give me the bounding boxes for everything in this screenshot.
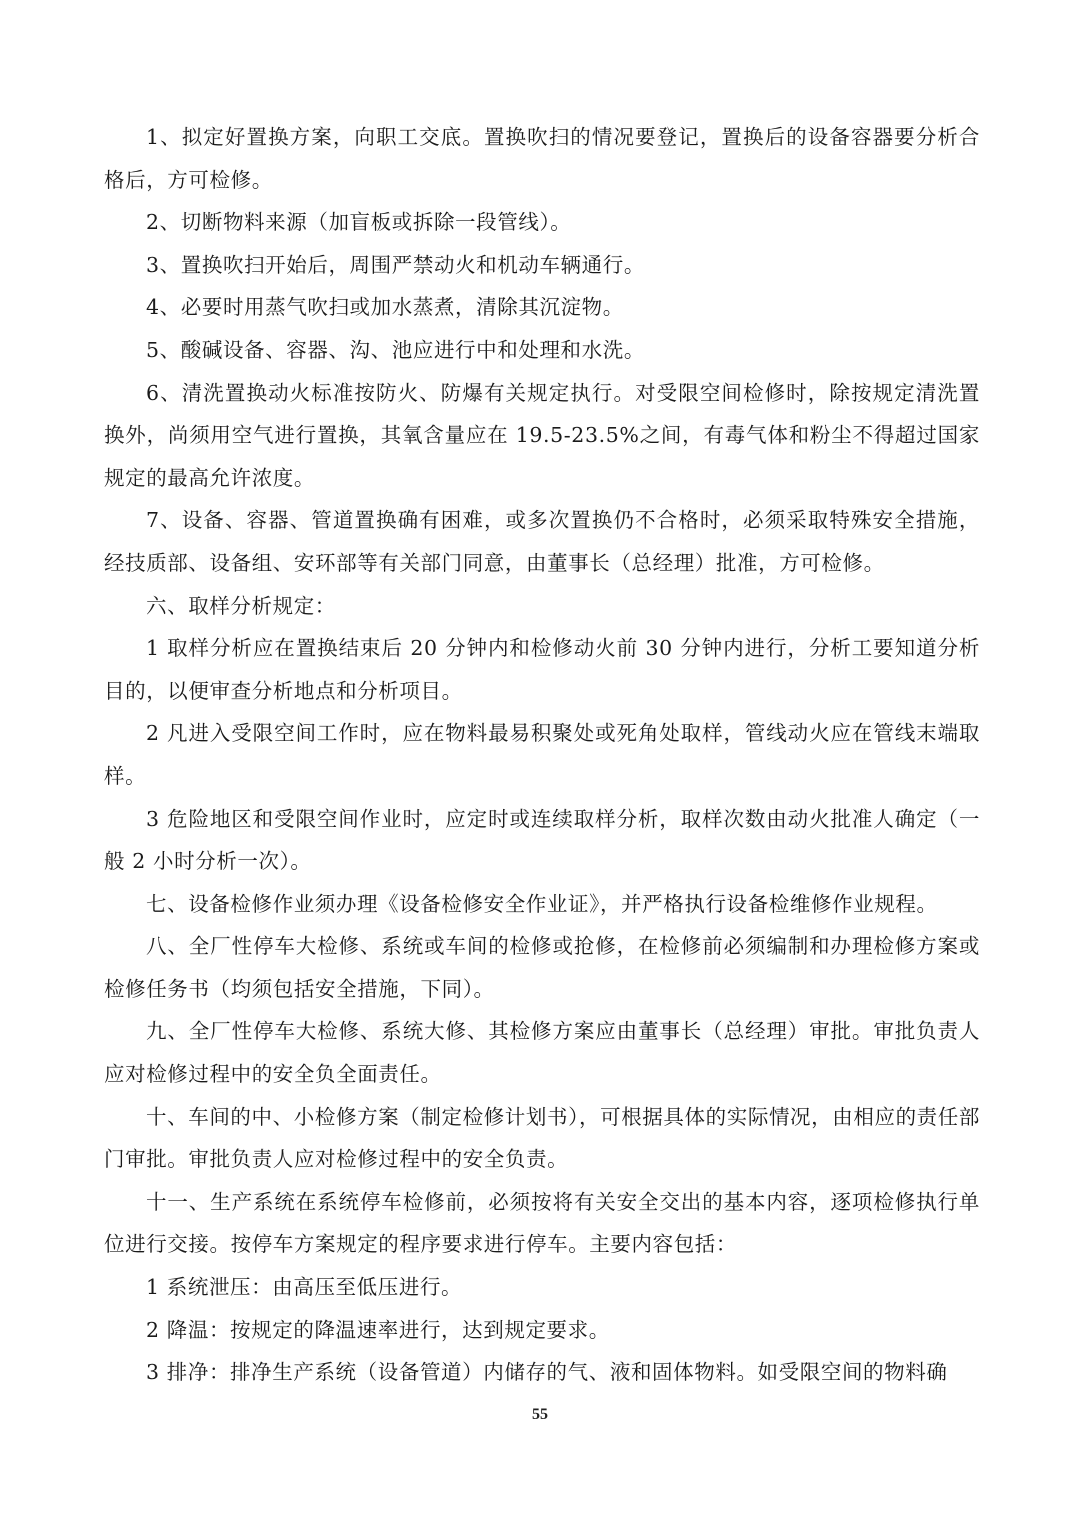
paragraph-7: 7、设备、容器、管道置换确有困难，或多次置换仍不合格时，必须采取特殊安全措施，经技质部、设备组、安环部等有关部门同意，由董事长（总经理）批准，方可检修。 — [104, 508, 980, 575]
paragraph-1: 1、拟定好置换方案，向职工交底。置换吹扫的情况要登记，置换后的设备容器要分析合格后，方可检修。 — [104, 125, 980, 192]
paragraph-sampling-1: 1 取样分析应在置换结束后 20 分钟内和检修动火前 30 分钟内进行，分析工要知道分析目的，以便审查分析地点和分析项目。 — [104, 636, 980, 703]
item-cooling: 2 降温：按规定的降温速率进行，达到规定要求。 — [146, 1317, 610, 1342]
page-number: 55 — [532, 1406, 548, 1423]
item-pressure-release: 1 系统泄压：由高压至低压进行。 — [146, 1275, 463, 1300]
paragraph-6: 6、清洗置换动火标准按防火、防爆有关规定执行。对受限空间检修时，除按规定清洗置换外，尚须用空气进行置换，其氧含量应在 19.5-23.5%之间，有毒气体和粉尘不得超过国家规定的最高允许浓度。 — [104, 380, 980, 490]
section-11-paragraph: 十一、生产系统在系统停车检修前，必须按将有关安全交出的基本内容，逐项检修执行单位进行交接。按停车方案规定的程序要求进行停车。主要内容包括： — [104, 1189, 980, 1257]
section-9-paragraph: 九、全厂性停车大检修、系统大修、其检修方案应由董事长（总经理）审批。审批负责人应对检修过程中的安全负全面责任。 — [104, 1019, 980, 1087]
paragraph-sampling-3: 3 危险地区和受限空间作业时，应定时或连续取样分析，取样次数由动火批准人确定（一般 2 小时分析一次）。 — [104, 806, 980, 874]
item-drain: 3 排净：排净生产系统（设备管道）内储存的气、液和固体物料。如受限空间的物料确 — [146, 1360, 948, 1385]
section-8-paragraph: 八、全厂性停车大检修、系统或车间的检修或抢修，在检修前必须编制和办理检修方案或检修任务书（均须包括安全措施，下同）。 — [104, 934, 980, 1001]
paragraph-5: 5、酸碱设备、容器、沟、池应进行中和处理和水洗。 — [146, 337, 645, 362]
paragraph-4: 4、必要时用蒸气吹扫或加水蒸煮，清除其沉淀物。 — [146, 295, 624, 320]
section-7-paragraph: 七、设备检修作业须办理《设备检修安全作业证》，并严格执行设备检维修作业规程。 — [146, 891, 938, 916]
document-body — [104, 116, 980, 1394]
paragraph-sampling-2: 2 凡进入受限空间工作时，应在物料最易积聚处或死角处取样，管线动火应在管线末端取样。 — [104, 721, 980, 788]
section-10-paragraph: 十、车间的中、小检修方案（制定检修计划书），可根据具体的实际情况，由相应的责任部门审批。审批负责人应对检修过程中的安全负责。 — [104, 1104, 980, 1172]
section-heading-sampling: 六、取样分析规定： — [146, 593, 336, 618]
paragraph-3: 3、置换吹扫开始后，周围严禁动火和机动车辆通行。 — [146, 252, 645, 277]
paragraph-2: 2、切断物料来源（加盲板或拆除一段管线）。 — [146, 210, 572, 235]
